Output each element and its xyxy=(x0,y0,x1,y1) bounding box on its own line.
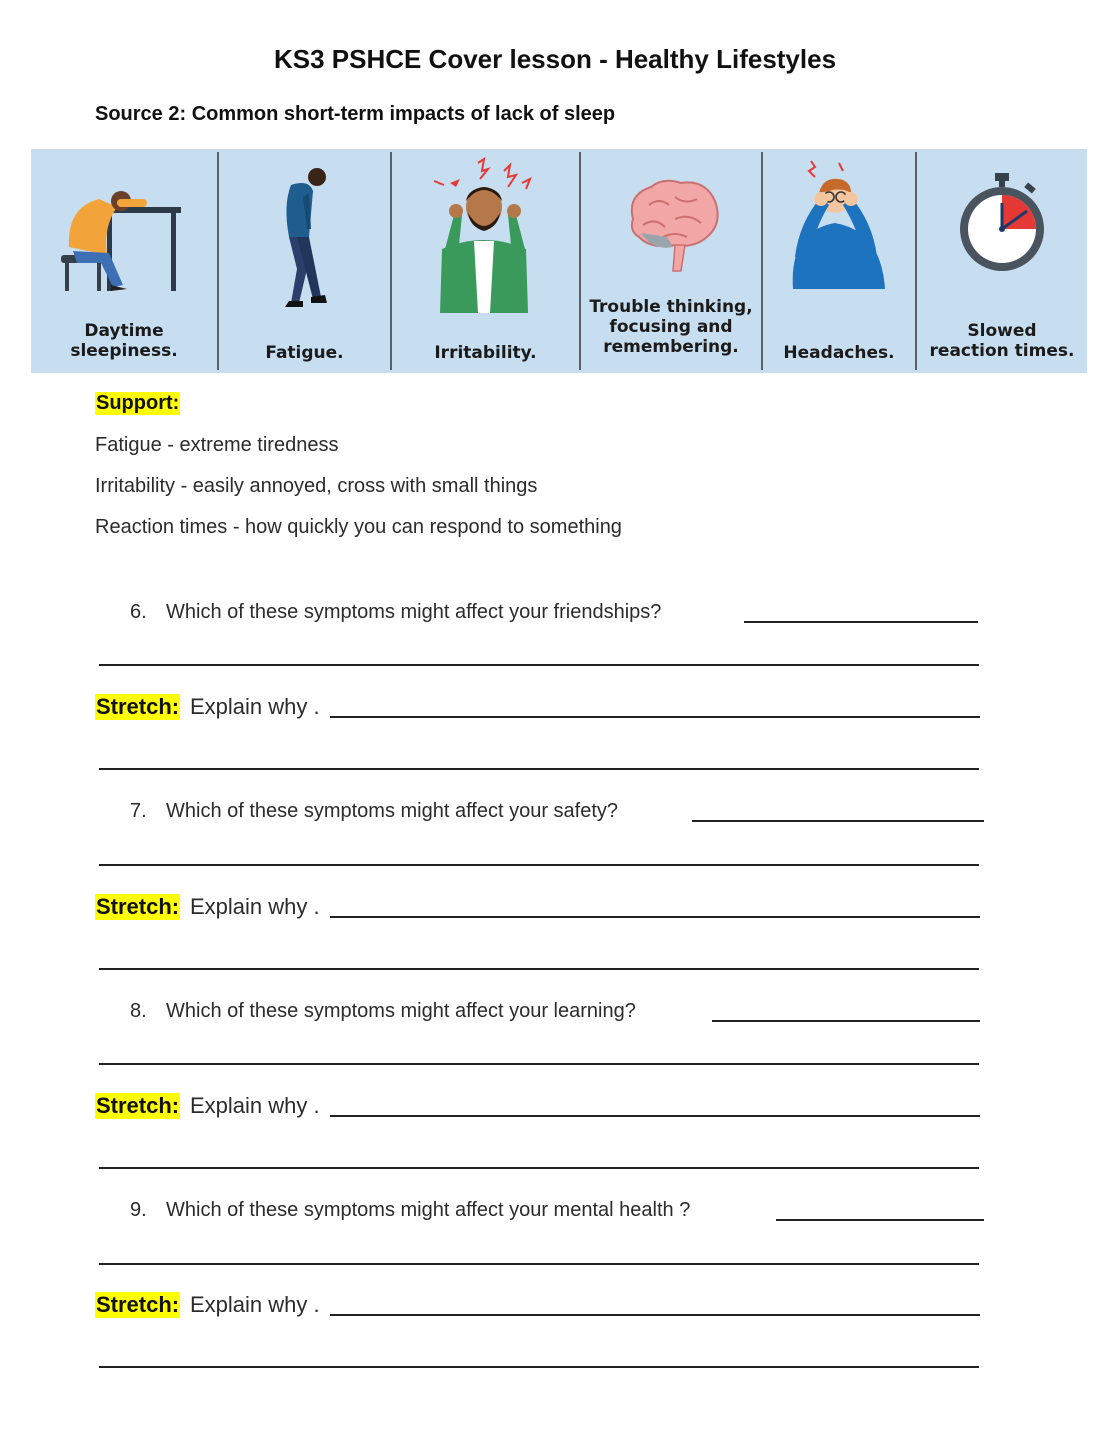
panel-label: Headaches. xyxy=(783,343,895,363)
answer-line[interactable] xyxy=(692,820,984,822)
stretch-prompt: Explain why . xyxy=(190,1292,320,1317)
panel-label: Daytime sleepiness. xyxy=(70,321,178,361)
stretch-label: Stretch: xyxy=(96,694,180,719)
stretch-label: Stretch: xyxy=(96,1093,180,1118)
panel-trouble-thinking xyxy=(581,149,761,373)
panel-label: Fatigue. xyxy=(265,343,344,363)
question-8-text: Which of these symptoms might affect your learning? xyxy=(166,1000,636,1022)
support-label: Support: xyxy=(96,392,180,414)
answer-line[interactable] xyxy=(99,1366,979,1368)
answer-line[interactable] xyxy=(99,1063,979,1065)
source-heading: Source 2: Common short-term impacts of lack of sleep xyxy=(95,103,616,125)
headache-person-icon xyxy=(781,157,897,289)
stopwatch-icon xyxy=(957,171,1047,275)
answer-line[interactable] xyxy=(99,768,979,770)
answer-line[interactable] xyxy=(99,968,979,970)
definition-fatigue: Fatigue - extreme tiredness xyxy=(95,434,339,456)
answer-line[interactable] xyxy=(330,716,980,718)
stretch-prompt: Explain why . xyxy=(190,1093,320,1118)
answer-line[interactable] xyxy=(744,621,978,623)
question-7-text: Which of these symptoms might affect your safety? xyxy=(166,800,619,822)
definition-irritability: Irritability - easily annoyed, cross with small things xyxy=(95,475,538,497)
question-number: 9. xyxy=(130,1199,147,1221)
answer-line[interactable] xyxy=(99,664,979,666)
stretch-prompt: Explain why . xyxy=(190,694,320,719)
question-number: 6. xyxy=(130,601,147,623)
panel-irritability xyxy=(392,149,579,373)
answer-line[interactable] xyxy=(99,1263,979,1265)
answer-line[interactable] xyxy=(330,916,980,918)
question-number: 8. xyxy=(130,1000,147,1022)
answer-line[interactable] xyxy=(99,1167,979,1169)
infographic-strip xyxy=(31,149,1087,373)
irritated-person-icon xyxy=(430,157,540,313)
answer-line[interactable] xyxy=(330,1115,980,1117)
panel-daytime-sleepiness xyxy=(31,149,217,373)
question-6-text: Which of these symptoms might affect your friendships? xyxy=(166,601,662,623)
panel-headaches xyxy=(763,149,915,373)
definition-reaction-times: Reaction times - how quickly you can respond to something xyxy=(95,516,622,538)
stretch-label: Stretch: xyxy=(96,894,180,919)
sleeping-at-desk-icon xyxy=(59,177,189,297)
answer-line[interactable] xyxy=(712,1020,980,1022)
question-number: 7. xyxy=(130,800,147,822)
panel-label: Irritability. xyxy=(434,343,537,363)
question-9-text: Which of these symptoms might affect your mental health ? xyxy=(166,1199,691,1221)
answer-line[interactable] xyxy=(330,1314,980,1316)
fatigued-person-icon xyxy=(269,165,349,309)
brain-icon xyxy=(623,175,723,275)
page-title: KS3 PSHCE Cover lesson - Healthy Lifestyles xyxy=(273,44,837,74)
panel-slowed-reaction xyxy=(917,149,1087,373)
stretch-label: Stretch: xyxy=(96,1292,180,1317)
answer-line[interactable] xyxy=(776,1219,984,1221)
panel-fatigue xyxy=(219,149,390,373)
answer-line[interactable] xyxy=(99,864,979,866)
panel-label: Slowed reaction times. xyxy=(929,321,1075,361)
stretch-prompt: Explain why . xyxy=(190,894,320,919)
panel-label: Trouble thinking, focusing and remembering. xyxy=(589,297,753,357)
